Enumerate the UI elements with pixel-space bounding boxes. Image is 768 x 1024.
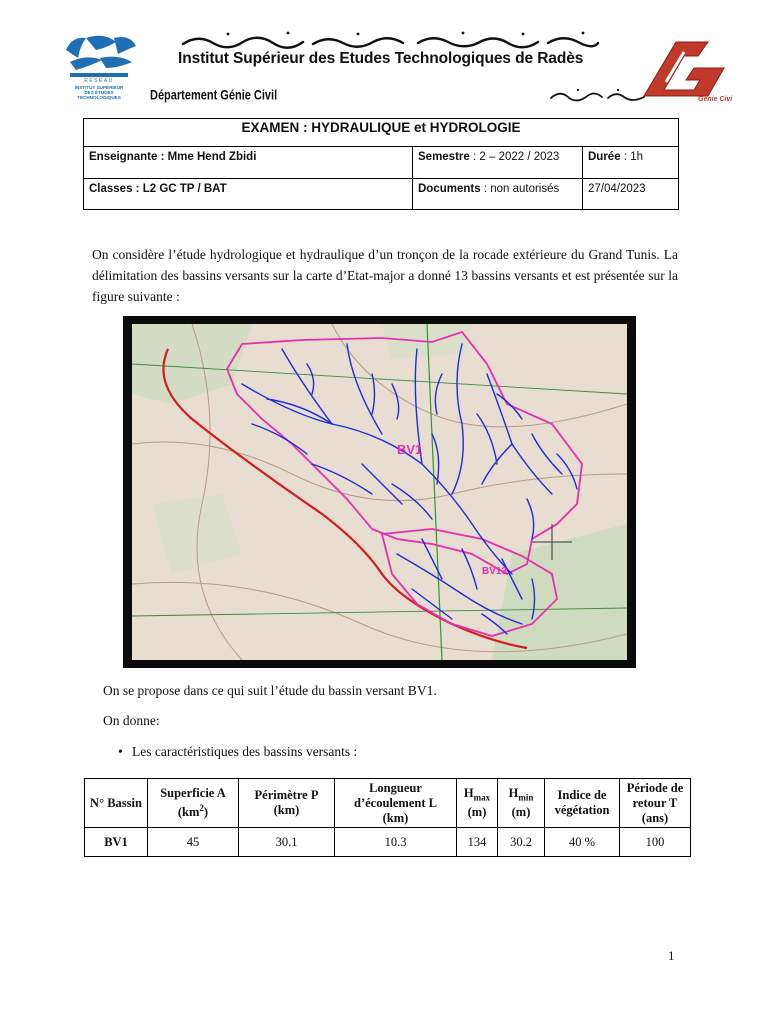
area-header-unit-sup: 2 bbox=[199, 802, 204, 813]
area-header-unit-post: ) bbox=[203, 805, 209, 820]
area-header-unit-pre: (km bbox=[177, 805, 200, 820]
logo-reseau-text: RESEAU bbox=[84, 78, 114, 84]
bullet-text: Les caractéristiques des bassins versants : bbox=[132, 744, 358, 759]
hmin-header-sub: min bbox=[518, 792, 534, 803]
col-header-vegetation: Indice de végétation bbox=[545, 779, 620, 828]
given-sentence: On donne: bbox=[103, 713, 160, 728]
cell-hmin: 30.2 bbox=[498, 828, 545, 857]
svg-text:TECHNOLOGIQUES: TECHNOLOGIQUES bbox=[77, 95, 121, 100]
genie-civil-logo bbox=[636, 36, 732, 104]
documents-label: Documents bbox=[418, 183, 481, 195]
intro-paragraph: On considère l’étude hydrologique et hydraulique d’un tronçon de la rocade extérieure du Grand Tunis. La délimitation des bassins versants sur la carte d’Etat-major a donné 13 bassins versants et est présentée sur la figure suivante : bbox=[92, 247, 678, 304]
hmax-header-unit: (m) bbox=[467, 805, 487, 820]
table-header-row bbox=[85, 779, 691, 828]
table-row bbox=[85, 828, 691, 857]
date-cell: 27/04/2023 bbox=[588, 183, 646, 195]
classes-cell: Classes : L2 GC TP / BAT bbox=[84, 179, 413, 210]
hmax-header-label: H bbox=[463, 785, 474, 800]
institute-name: Institut Supérieur des Etudes Technologiques de Radès bbox=[178, 50, 584, 67]
exam-header-table bbox=[83, 118, 679, 210]
cell-area: 45 bbox=[148, 828, 239, 857]
semester-value: : 2 – 2022 / 2023 bbox=[469, 151, 560, 163]
cell-basin-number: BV1 bbox=[85, 828, 148, 857]
duration-label: Durée bbox=[588, 151, 621, 163]
map-label-bv13: BV13 bbox=[482, 566, 508, 577]
exam-info-row-1 bbox=[84, 147, 678, 179]
cell-return-period: 100 bbox=[620, 828, 691, 857]
logo-right-text: Génie Civil bbox=[698, 96, 732, 103]
svg-text:INSTITUT SUPÉRIEUR: INSTITUT SUPÉRIEUR bbox=[74, 85, 124, 90]
col-header-perimeter bbox=[239, 779, 335, 828]
isets-network-logo bbox=[56, 28, 142, 104]
length-header-unit: (km) bbox=[382, 810, 409, 825]
cell-vegetation: 40 % bbox=[545, 828, 620, 857]
col-header-hmin bbox=[498, 779, 545, 828]
bullet-item bbox=[118, 744, 357, 760]
perimeter-header-label: Périmètre P bbox=[254, 788, 319, 802]
watershed-map bbox=[123, 316, 636, 668]
arabic-institute-name bbox=[178, 30, 603, 50]
watershed-map-figure bbox=[132, 324, 627, 660]
teacher-cell: Enseignante : Mme Hend Zbidi bbox=[84, 147, 413, 178]
length-header-label: Longueur d’écoulement L bbox=[354, 780, 437, 810]
cell-perimeter: 30.1 bbox=[239, 828, 335, 857]
documents-value: : non autorisés bbox=[480, 183, 560, 195]
col-header-area bbox=[148, 779, 239, 828]
svg-text:DES ÉTUDES: DES ÉTUDES bbox=[84, 90, 114, 95]
page-number: 1 bbox=[668, 948, 675, 963]
duration-cell bbox=[583, 147, 680, 178]
study-sentence: On se propose dans ce qui suit l’étude du bassin versant BV1. bbox=[103, 683, 437, 698]
col-header-flow-length bbox=[335, 779, 457, 828]
map-label-bv1: BV1 bbox=[397, 442, 423, 457]
col-header-return-period: Période de retour T (ans) bbox=[620, 779, 691, 828]
cell-flow-length: 10.3 bbox=[335, 828, 457, 857]
cell-hmax: 134 bbox=[457, 828, 498, 857]
documents-cell bbox=[413, 179, 583, 210]
semester-cell bbox=[413, 147, 583, 178]
bullet-icon: • bbox=[118, 744, 123, 759]
exam-title: EXAMEN : HYDRAULIQUE et HYDROLOGIE bbox=[84, 119, 678, 147]
col-header-hmax bbox=[457, 779, 498, 828]
duration-value: : 1h bbox=[620, 151, 643, 163]
hmin-header-label: H bbox=[508, 785, 519, 800]
semester-label: Semestre bbox=[418, 151, 470, 163]
department-name: Département Génie Civil bbox=[150, 88, 278, 103]
basin-characteristics-table bbox=[84, 778, 691, 857]
perimeter-header-unit: (km) bbox=[273, 803, 300, 817]
area-header-label: Superficie A bbox=[160, 785, 226, 800]
exam-info-row-2 bbox=[84, 179, 678, 210]
arabic-department-name bbox=[548, 86, 648, 104]
hmin-header-unit: (m) bbox=[511, 805, 531, 820]
hmax-header-sub: max bbox=[473, 792, 491, 803]
col-header-basin-number: N° Bassin bbox=[85, 779, 148, 828]
